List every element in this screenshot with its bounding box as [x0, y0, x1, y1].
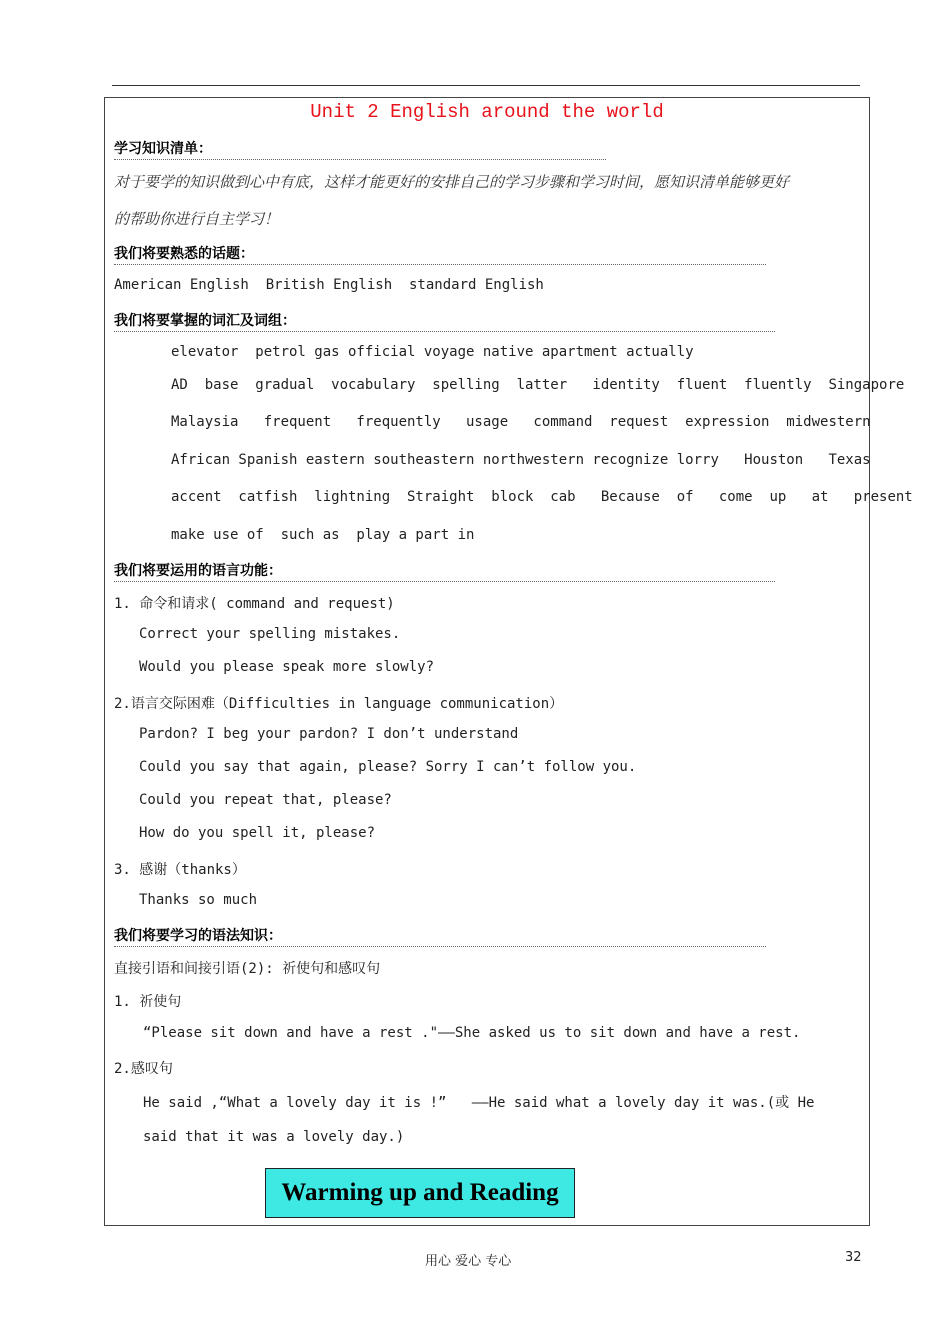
grammar-line: 1. 祈使句 — [114, 994, 182, 1010]
topics-text: American English British English standard English — [114, 277, 544, 293]
grammar-line: “Please sit down and have a rest ."——She asked us to sit down and have a rest. — [143, 1025, 801, 1041]
function-line: 2.语言交际困难（Difficulties in language communication） — [114, 696, 564, 712]
page-number: 32 — [845, 1250, 862, 1265]
function-line: Could you repeat that, please? — [139, 792, 392, 808]
function-line: How do you spell it, please? — [139, 825, 376, 841]
vocab-line: African Spanish eastern southeastern northwestern recognize lorry Houston Texas — [171, 452, 871, 468]
vocab-line: make use of such as play a part in — [171, 527, 475, 543]
grammar-line: 2.感叹句 — [114, 1061, 173, 1077]
intro-line-1: 对于要学的知识做到心中有底，这样才能更好的安排自己的学习步骤和学习时间，愿知识清单能够更好 — [114, 173, 790, 191]
grammar-heading: 我们将要学习的语法知识： — [114, 925, 766, 947]
function-line: Would you please speak more slowly? — [139, 659, 435, 675]
topics-heading: 我们将要熟悉的话题： — [114, 243, 766, 265]
intro-line-2: 的帮助你进行自主学习！ — [114, 210, 280, 228]
vocab-line: Malaysia frequent frequently usage command request expression midwestern — [171, 414, 871, 430]
vocab-heading: 我们将要掌握的词汇及词组： — [114, 310, 775, 332]
grammar-line: said that it was a lovely day.) — [143, 1129, 405, 1145]
warming-up-reading-banner: Warming up and Reading — [265, 1168, 575, 1218]
function-line: Correct your spelling mistakes. — [139, 626, 401, 642]
footer-motto: 用心 爱心 专心 — [425, 1254, 512, 1269]
grammar-line: He said ,“What a lovely day it is !” ——He said what a lovely day it was.(或 He — [143, 1095, 815, 1111]
function-line: 3. 感谢（thanks） — [114, 862, 246, 878]
vocab-line: AD base gradual vocabulary spelling latter identity fluent fluently Singapore — [171, 377, 905, 393]
vocab-line: accent catfish lightning Straight block cab Because of come up at present — [171, 489, 913, 505]
content-box — [104, 97, 913, 1226]
top-rule — [112, 85, 860, 86]
function-line: Thanks so much — [139, 892, 258, 908]
vocab-line: elevator petrol gas official voyage native apartment actually — [171, 344, 694, 360]
function-line: Could you say that again, please? Sorry I can’t follow you. — [139, 759, 637, 775]
checklist-heading: 学习知识清单： — [114, 138, 606, 160]
page-title: Unit 2 English around the world — [310, 101, 664, 123]
functions-heading: 我们将要运用的语言功能： — [114, 560, 775, 582]
grammar-line: 直接引语和间接引语(2): 祈使句和感叹句 — [114, 961, 381, 977]
function-line: Pardon? I beg your pardon? I don’t understand — [139, 726, 519, 742]
function-line: 1. 命令和请求( command and request) — [114, 596, 395, 612]
